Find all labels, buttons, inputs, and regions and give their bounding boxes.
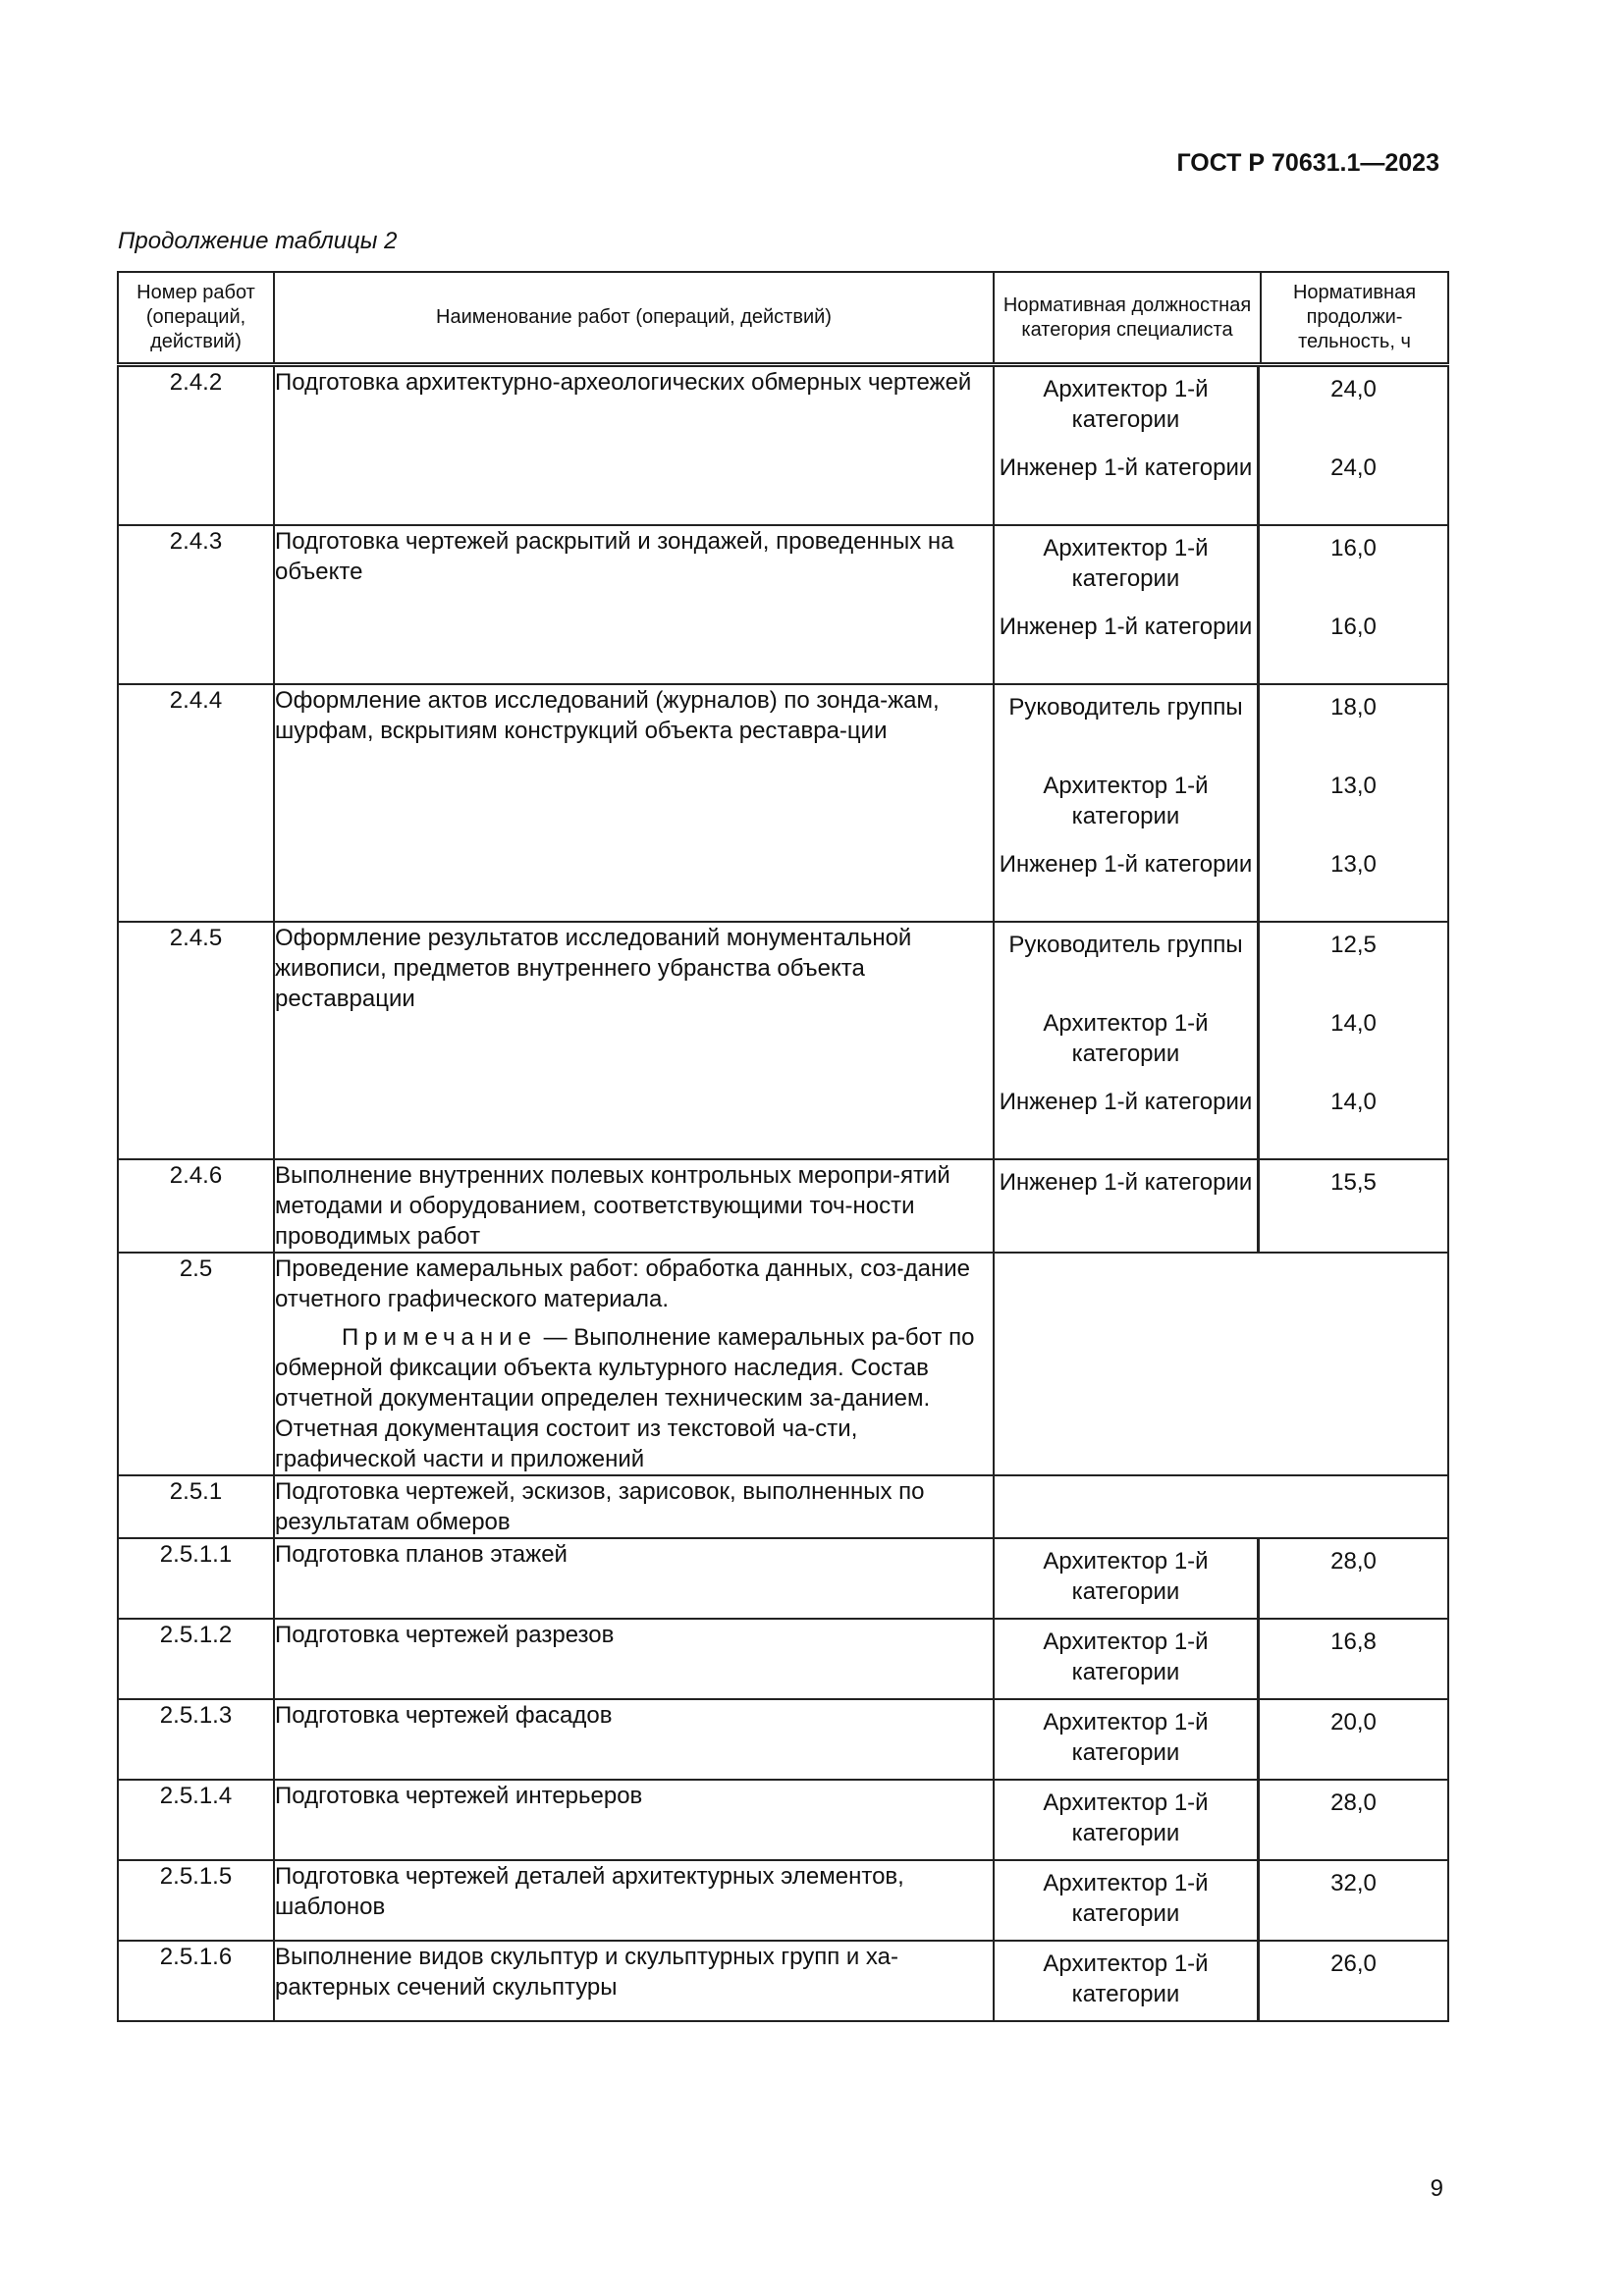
staff-cell xyxy=(994,1699,1448,1780)
staff-entry xyxy=(995,1160,1447,1252)
work-name-cell xyxy=(274,922,994,1159)
work-name: Оформление результатов исследований монументальной живописи, предметов внутреннего убранства объекта реставрации xyxy=(275,925,912,1012)
table-row xyxy=(118,1941,1448,2021)
staff-cell xyxy=(994,1860,1448,1941)
work-name-cell xyxy=(274,525,994,684)
duration-hours: 12,5 xyxy=(1330,932,1377,958)
work-name-cell xyxy=(274,1941,994,2021)
note-label: Примечание xyxy=(342,1324,537,1351)
work-name-cell xyxy=(274,1475,994,1538)
work-name: Подготовка чертежей раскрытий и зондажей, проведенных на объекте xyxy=(275,528,954,585)
staff-cell xyxy=(994,1159,1448,1253)
duration-hours: 16,0 xyxy=(1330,614,1377,640)
work-number: 2.4.4 xyxy=(118,684,274,922)
work-name-cell xyxy=(274,365,994,526)
table-header-row xyxy=(118,272,1448,365)
table-row xyxy=(118,1159,1448,1253)
specialist-category: Инженер 1-й категории xyxy=(995,446,1260,524)
work-number: 2.5.1.5 xyxy=(118,1860,274,1941)
work-name: Подготовка чертежей деталей архитектурных элементов, шаблонов xyxy=(275,1863,904,1920)
specialist-category: Инженер 1-й категории xyxy=(995,842,1260,921)
staff-cell xyxy=(994,525,1448,684)
duration-hours: 16,8 xyxy=(1330,1629,1377,1655)
work-name-cell xyxy=(274,1619,994,1699)
table-row xyxy=(118,1253,1448,1475)
specialist-category: Архитектор 1-й категории xyxy=(995,1700,1260,1779)
work-name: Подготовка чертежей интерьеров xyxy=(275,1783,643,1809)
column-header-number: Номер работ (операций, действий) xyxy=(118,272,274,365)
work-name: Подготовка чертежей, эскизов, зарисовок, выполненных по результатам обмеров xyxy=(275,1478,925,1535)
specialist-category: Архитектор 1-й категории xyxy=(995,1001,1260,1080)
work-name: Подготовка чертежей фасадов xyxy=(275,1702,613,1729)
staff-entry xyxy=(995,605,1447,683)
staff-cell xyxy=(994,1619,1448,1699)
specialist-category: Архитектор 1-й категории xyxy=(995,367,1260,446)
work-name-cell xyxy=(274,1538,994,1619)
table-row xyxy=(118,1619,1448,1699)
work-name-cell xyxy=(274,1860,994,1941)
specialist-category: Инженер 1-й категории xyxy=(995,1160,1260,1252)
table-row xyxy=(118,1780,1448,1860)
staff-entry xyxy=(995,526,1447,605)
duration-hours: 15,5 xyxy=(1330,1169,1377,1196)
table-row xyxy=(118,684,1448,922)
work-name: Выполнение видов скульптур и скульптурных групп и ха-рактерных сечений скульптуры xyxy=(275,1944,899,2001)
work-name: Подготовка архитектурно-археологических обмерных чертежей xyxy=(275,369,972,396)
column-header-category: Нормативная должностная категория специалиста xyxy=(994,272,1261,365)
specialist-category: Архитектор 1-й категории xyxy=(995,1539,1260,1618)
duration-hours: 28,0 xyxy=(1330,1789,1377,1816)
table-row xyxy=(118,525,1448,684)
work-name: Выполнение внутренних полевых контрольных меропри-ятий методами и оборудованием, соответствующими точ-ности проводимых работ xyxy=(275,1162,950,1250)
staff-cell xyxy=(994,1780,1448,1860)
work-note xyxy=(275,1322,993,1474)
work-name: Подготовка чертежей разрезов xyxy=(275,1622,615,1648)
staff-entry xyxy=(995,1539,1447,1618)
column-header-name: Наименование работ (операций, действий) xyxy=(274,272,994,365)
duration-hours: 26,0 xyxy=(1330,1950,1377,1977)
duration-hours: 13,0 xyxy=(1330,773,1377,799)
staff-cell xyxy=(994,365,1448,526)
duration-hours: 28,0 xyxy=(1330,1548,1377,1575)
work-name-cell xyxy=(274,1699,994,1780)
staff-entry xyxy=(995,1001,1447,1080)
staff-cell xyxy=(994,684,1448,922)
work-name: Подготовка планов этажей xyxy=(275,1541,568,1568)
work-number: 2.5.1.6 xyxy=(118,1941,274,2021)
table-caption: Продолжение таблицы 2 xyxy=(118,228,398,254)
page-number: 9 xyxy=(1430,2175,1443,2202)
duration-hours: 32,0 xyxy=(1330,1870,1377,1896)
table-row xyxy=(118,365,1448,526)
staff-entry xyxy=(995,842,1447,921)
table-row xyxy=(118,922,1448,1159)
standard-code: ГОСТ Р 70631.1—2023 xyxy=(1176,149,1439,177)
work-number: 2.5.1.4 xyxy=(118,1780,274,1860)
work-number: 2.4.2 xyxy=(118,365,274,526)
work-name: Проведение камеральных работ: обработка данных, соз-дание отчетного графического материала. xyxy=(275,1255,970,1312)
staff-cell xyxy=(994,1253,1448,1475)
work-name-cell xyxy=(274,1253,994,1475)
duration-hours: 20,0 xyxy=(1330,1709,1377,1735)
staff-cell xyxy=(994,922,1448,1159)
work-number: 2.5.1.1 xyxy=(118,1538,274,1619)
work-number: 2.4.3 xyxy=(118,525,274,684)
work-number: 2.5.1.2 xyxy=(118,1619,274,1699)
work-name-cell xyxy=(274,1159,994,1253)
staff-cell xyxy=(994,1538,1448,1619)
table-row xyxy=(118,1699,1448,1780)
duration-hours: 13,0 xyxy=(1330,851,1377,878)
specialist-category: Инженер 1-й категории xyxy=(995,605,1260,683)
staff-entry xyxy=(995,1861,1447,1940)
duration-hours: 24,0 xyxy=(1330,376,1377,402)
table-row xyxy=(118,1475,1448,1538)
work-number: 2.4.6 xyxy=(118,1159,274,1253)
duration-hours: 14,0 xyxy=(1330,1089,1377,1115)
specialist-category: Архитектор 1-й категории xyxy=(995,1620,1260,1698)
work-name-cell xyxy=(274,1780,994,1860)
norms-table xyxy=(117,271,1449,2022)
duration-hours: 16,0 xyxy=(1330,535,1377,561)
staff-cell xyxy=(994,1475,1448,1538)
staff-entry xyxy=(995,1620,1447,1698)
staff-entry xyxy=(995,367,1447,446)
specialist-category: Архитектор 1-й категории xyxy=(995,764,1260,842)
specialist-category: Руководитель группы xyxy=(995,685,1260,764)
work-number: 2.5.1.3 xyxy=(118,1699,274,1780)
staff-cell xyxy=(994,1941,1448,2021)
staff-entry xyxy=(995,1942,1447,2020)
note-text: — Выполнение камеральных ра-бот по обмерной фиксации объекта культурного наследия. Состав отчетной документации определен техническим за-данием. Отчетная документация состоит из текстовой ча-сти, графической части и приложений xyxy=(275,1324,975,1472)
column-header-duration: Нормативная продолжи-тельность, ч xyxy=(1261,272,1448,365)
duration-hours: 24,0 xyxy=(1330,454,1377,481)
work-number: 2.5 xyxy=(118,1253,274,1475)
duration-hours: 14,0 xyxy=(1330,1010,1377,1037)
staff-entry xyxy=(995,685,1447,764)
work-name-cell xyxy=(274,684,994,922)
staff-entry xyxy=(995,1781,1447,1859)
staff-entry xyxy=(995,1080,1447,1158)
duration-hours: 18,0 xyxy=(1330,694,1377,721)
specialist-category: Инженер 1-й категории xyxy=(995,1080,1260,1158)
table-row xyxy=(118,1860,1448,1941)
staff-entry xyxy=(995,764,1447,842)
staff-entry xyxy=(995,923,1447,1001)
table-row xyxy=(118,1538,1448,1619)
work-name: Оформление актов исследований (журналов) по зонда-жам, шурфам, вскрытиям конструкций объекта реставра-ции xyxy=(275,687,940,744)
specialist-category: Архитектор 1-й категории xyxy=(995,1942,1260,2020)
specialist-category: Архитектор 1-й категории xyxy=(995,1861,1260,1940)
work-number: 2.4.5 xyxy=(118,922,274,1159)
staff-entry xyxy=(995,1700,1447,1779)
staff-entry xyxy=(995,446,1447,524)
specialist-category: Архитектор 1-й категории xyxy=(995,1781,1260,1859)
specialist-category: Руководитель группы xyxy=(995,923,1260,1001)
work-number: 2.5.1 xyxy=(118,1475,274,1538)
specialist-category: Архитектор 1-й категории xyxy=(995,526,1260,605)
